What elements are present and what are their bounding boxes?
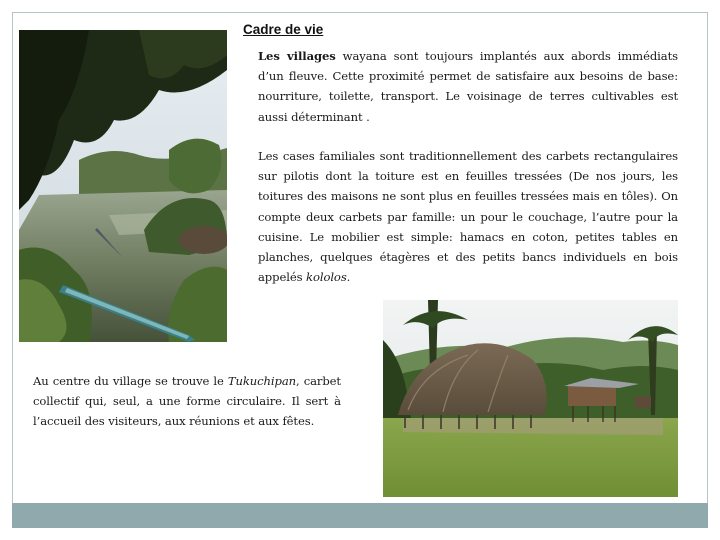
section-title: Cadre de vie [243,22,324,37]
tukuchipan-italic-term: Tukuchipan [227,374,297,388]
cases-italic-term: kololos [306,270,347,285]
tukuchipan-photo [383,300,678,497]
villages-text: wayana sont toujours implantés aux abords immédiats d’un fleuve. Cette proximité permet de satisfaire aux besoins de base: nourriture, toilette, transport. Le voisinage de terres cultivables est aussi déterminant . [258,49,678,124]
cases-text: Les cases familiales sont traditionnellement des carbets rectangulaires sur pilotis dont la toiture est en feuilles tressées (De nos jours, les toitures des maisons ne sont plus en feuilles tressées mais en tôles). On compte deux carbets par famille: un pour le couchage, l’autre pour la cuisine. Le mobilier est simple: hamacs en coton, petites tables en planches, quelques étagères et des petits bancs individuels en bois appelés [258,149,678,285]
footer-bar [12,503,708,528]
cases-paragraph [258,146,678,287]
river-village-photo [19,30,227,342]
tukuchipan-text: Au centre du village se trouve le [33,374,228,388]
tukuchipan-text-end: , carbet collectif qui, seul, a une forme circulaire. Il sert à l’accueil des visiteurs, aux réunions et aux fêtes. [33,374,341,429]
villages-paragraph [258,46,678,127]
cases-text-end: . [346,270,351,285]
tukuchipan-paragraph [33,371,341,432]
villages-lead: Les villages [258,49,336,63]
